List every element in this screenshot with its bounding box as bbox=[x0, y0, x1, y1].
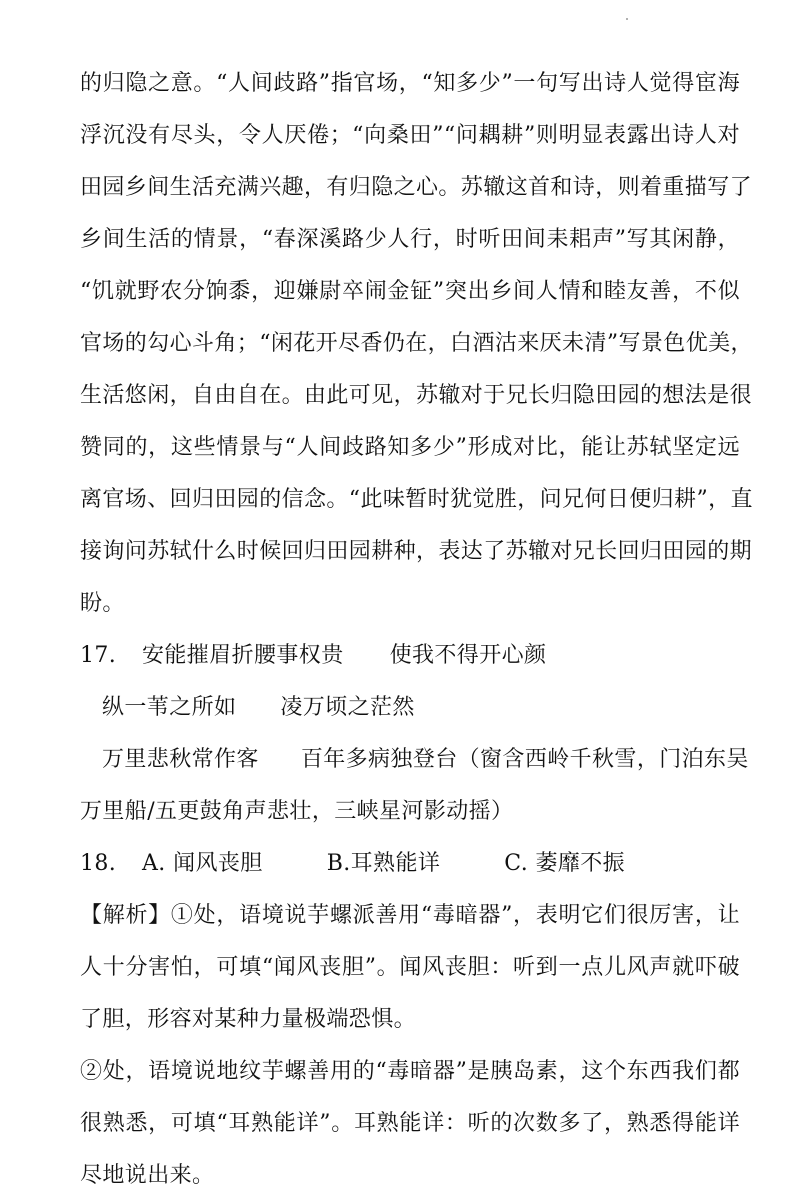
page-speck bbox=[626, 18, 628, 20]
analysis-line: 田园乡间生活充满兴趣，有归隐之心。苏辙这首和诗，则着重描写了 bbox=[80, 175, 753, 200]
q18-analysis-line: 了胆，形容对某种力量极端恐惧。 bbox=[80, 1007, 417, 1032]
analysis-line: 接询问苏轼什么时候回归田园耕种，表达了苏辙对兄长回归田园的期 bbox=[80, 539, 753, 564]
analysis-line: 浮沉没有尽头，令人厌倦；“向桑田”“问耦耕”则明显表露出诗人对 bbox=[80, 123, 740, 148]
q18-analysis-line: ②处，语境说地纹芋螺善用的“毒暗器”是胰岛素，这个东西我们都 bbox=[80, 1059, 740, 1084]
analysis-line: 乡间生活的情景，“春深溪路少人行，时听田间耒耜声”写其闲静， bbox=[80, 227, 740, 252]
q18-line bbox=[80, 838, 740, 890]
q18-option-b: B.耳熟能详 bbox=[326, 851, 441, 876]
q17-line-3 bbox=[80, 734, 749, 786]
q17-line-4: 万里船/五更鼓角声悲壮，三峡星河影动摇） bbox=[80, 799, 514, 824]
analysis-line: 赞同的，这些情景与“人间歧路知多少”形成对比，能让苏轼坚定远 bbox=[80, 435, 740, 460]
q18-analysis-line: 很熟悉，可填“耳熟能详”。耳熟能详：听的次数多了，熟悉得能详 bbox=[80, 1111, 740, 1136]
q17-line-2 bbox=[80, 682, 740, 734]
q18-number: 18. bbox=[80, 851, 117, 876]
q18-option-c: C. 萎靡不振 bbox=[504, 851, 626, 876]
q17-answer-1b: 使我不得开心颜 bbox=[389, 643, 547, 668]
q18-analysis-line: 人十分害怕，可填“闻风丧胆”。闻风丧胆：听到一点儿风声就吓破 bbox=[80, 955, 740, 980]
analysis-line: 官场的勾心斗角；“闲花开尽香仍在，白酒沽来厌未清”写景色优美， bbox=[80, 331, 753, 356]
q17-answer-3a: 万里悲秋常作客 bbox=[102, 747, 259, 772]
analysis-line: 离官场、回归田园的信念。“此味暂时犹觉胜，问兄何日便归耕”，直 bbox=[80, 487, 753, 512]
analysis-line: 生活悠闲，自由自在。由此可见，苏辙对于兄长归隐田园的想法是很 bbox=[80, 383, 753, 408]
document-page bbox=[80, 58, 753, 1202]
analysis-line: “饥就野农分饷黍，迎嫌尉卒闹金钲”突出乡间人情和睦友善，不似 bbox=[80, 279, 740, 304]
q17-line-1 bbox=[80, 630, 740, 682]
q17-number: 17. bbox=[80, 643, 117, 668]
q17-answer-3b: 百年多病独登台（窗含西岭千秋雪，门泊东吴 bbox=[300, 747, 749, 772]
q18-option-a: A. 闻风丧胆 bbox=[142, 851, 263, 876]
q17-answer-2b: 凌万顷之茫然 bbox=[280, 695, 415, 720]
q18-analysis-line: 尽地说出来。 bbox=[80, 1163, 215, 1188]
analysis-line: 的归隐之意。“人间歧路”指官场，“知多少”一句写出诗人觉得宦海 bbox=[80, 71, 740, 96]
analysis-line: 盼。 bbox=[80, 591, 125, 616]
q17-answer-2a: 纵一苇之所如 bbox=[102, 695, 237, 720]
q18-analysis-line: 【解析】①处，语境说芋螺派善用“毒暗器”，表明它们很厉害，让 bbox=[80, 903, 740, 928]
q17-answer-1a: 安能摧眉折腰事权贵 bbox=[142, 643, 344, 668]
